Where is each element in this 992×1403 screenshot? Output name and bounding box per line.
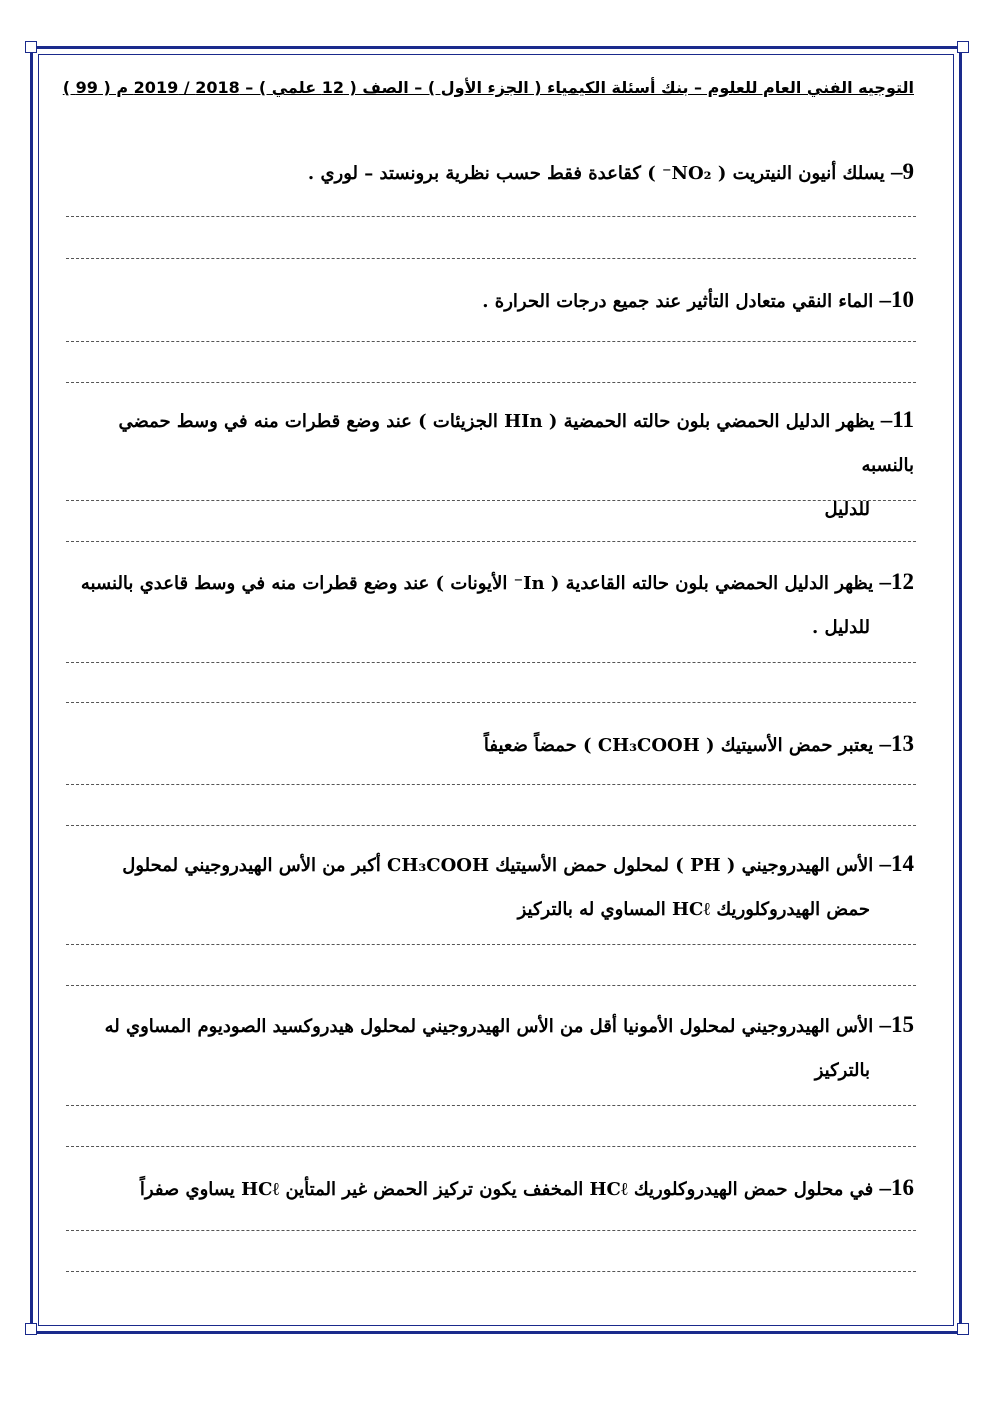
question-text: الأس الهيدروجيني لمحلول الأمونيا أقل من الأس الهيدروجيني لمحلول هيدروكسيد الصوديوم المساوي له <box>104 1016 874 1037</box>
question-9 <box>62 150 914 196</box>
page-header: التوجيه الفني العام للعلوم – بنك أسئلة الكيمياء ( الجزء الأول ) – الصف ( 12 علمي ) – 2018 / 2019 م ( 99 ) <box>62 78 914 97</box>
answer-line <box>66 662 916 663</box>
answer-line <box>66 1146 916 1147</box>
question-text: في محلول حمض الهيدروكلوريك HCℓ المخفف يكون تركيز الحمض غير المتأين HCℓ يساوي صفراً <box>139 1179 874 1200</box>
answer-line <box>66 1105 916 1106</box>
answer-line <box>66 500 916 501</box>
answer-line <box>66 702 916 703</box>
border-corner <box>25 1323 37 1335</box>
answer-line <box>66 825 916 826</box>
question-text: الأس الهيدروجيني ( PH ) لمحلول حمض الأسيتيك CH₃COOH أكبر من الأس الهيدروجيني لمحلول <box>122 855 874 876</box>
question-13 <box>62 722 914 768</box>
question-number: 10– <box>879 287 914 312</box>
question-16 <box>62 1166 914 1212</box>
question-text: يظهر الدليل الحمضي بلون حالته الحمضية ( HIn الجزيئات ) عند وضع قطرات منه في وسط حمضي بالنسبه <box>118 411 914 476</box>
border-corner <box>957 41 969 53</box>
question-text-continued: بالتركيز <box>814 1060 870 1081</box>
question-number: 16– <box>879 1175 914 1200</box>
question-number: 9– <box>891 159 914 184</box>
question-10 <box>62 278 914 324</box>
question-text-continued: للدليل . <box>812 617 870 638</box>
question-11 <box>62 398 914 532</box>
border-corner <box>25 41 37 53</box>
border-corner <box>957 1323 969 1335</box>
question-number: 14– <box>879 851 914 876</box>
question-15 <box>62 1003 914 1093</box>
answer-line <box>66 382 916 383</box>
question-number: 12– <box>879 569 914 594</box>
question-number: 15– <box>879 1012 914 1037</box>
answer-line <box>66 985 916 986</box>
answer-line <box>66 541 916 542</box>
question-text: يظهر الدليل الحمضي بلون حالته القاعدية ( In⁻ الأيونات ) عند وضع قطرات منه في وسط قاعدي بالنسبه <box>80 573 874 594</box>
answer-line <box>66 341 916 342</box>
answer-line <box>66 1271 916 1272</box>
question-number: 11– <box>880 407 914 432</box>
question-text: يسلك أنيون النيتريت ( NO₂⁻ ) كقاعدة فقط حسب نظرية برونستد – لوري . <box>307 163 885 184</box>
question-text-continued: للدليل <box>824 499 870 520</box>
question-text: يعتبر حمض الأسيتيك ( CH₃COOH ) حمضاً ضعيفاً <box>483 735 874 756</box>
question-number: 13– <box>879 731 914 756</box>
question-14 <box>62 842 914 932</box>
question-12 <box>62 560 914 650</box>
page-border-inner <box>38 54 954 1326</box>
question-text-continued: حمض الهيدروكلوريك HCℓ المساوي له بالتركيز <box>517 899 870 920</box>
answer-line <box>66 258 916 259</box>
answer-line <box>66 944 916 945</box>
answer-line <box>66 1230 916 1231</box>
answer-line <box>66 216 916 217</box>
question-text: الماء النقي متعادل التأثير عند جميع درجات الحرارة . <box>482 291 874 312</box>
answer-line <box>66 784 916 785</box>
